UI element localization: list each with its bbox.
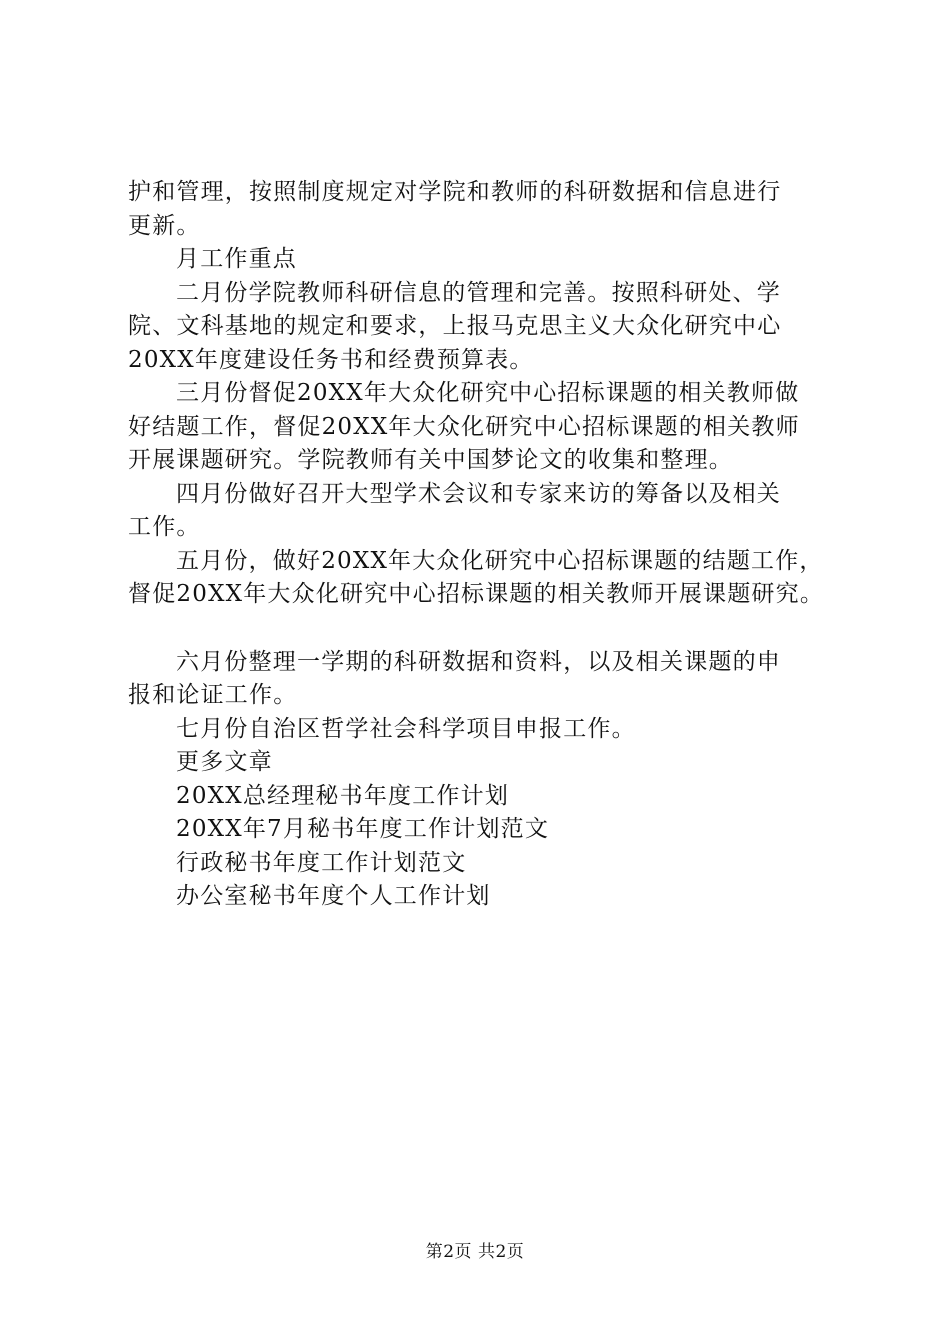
section-heading: 月工作重点 (176, 246, 297, 272)
paragraph-line: 好结题工作，督促20XX年大众化研究中心招标课题的相关教师 (128, 413, 800, 440)
paragraph-line: 三月份督促20XX年大众化研究中心招标课题的相关教师做 (176, 380, 800, 406)
more-articles-heading: 更多文章 (176, 749, 273, 775)
paragraph-line: 院、文科基地的规定和要求，上报马克思主义大众化研究中心 (128, 313, 782, 339)
document-body (128, 176, 848, 914)
paragraph-line: 七月份自治区哲学社会科学项目申报工作。 (176, 715, 636, 742)
related-article-link[interactable]: 20XX年7月秘书年度工作计划范文 (176, 816, 550, 842)
paragraph-line: 开展课题研究。学院教师有关中国梦论文的收集和整理。 (128, 447, 733, 473)
paragraph-line: 报和论证工作。 (128, 682, 298, 708)
related-article-link[interactable]: 20XX总经理秘书年度工作计划 (176, 782, 510, 809)
paragraph-line: 工作。 (128, 514, 201, 540)
blank-line (128, 612, 848, 646)
paragraph-line: 护和管理，按照制度规定对学院和教师的科研数据和信息进行 (128, 179, 782, 205)
paragraph-line: 更新。 (128, 212, 201, 239)
paragraph-line: 二月份学院教师科研信息的管理和完善。按照科研处、学 (176, 279, 781, 306)
paragraph-line: 六月份整理一学期的科研数据和资料，以及相关课题的申 (176, 648, 781, 675)
related-article-link[interactable]: 行政秘书年度工作计划范文 (176, 849, 467, 876)
paragraph-line: 五月份，做好20XX年大众化研究中心招标课题的结题工作， (176, 547, 824, 574)
paragraph-line: 20XX年度建设任务书和经费预算表。 (128, 346, 534, 373)
paragraph-line: 督促20XX年大众化研究中心招标课题的相关教师开展课题研究。 (128, 581, 825, 607)
related-article-link[interactable]: 办公室秘书年度个人工作计划 (176, 883, 491, 909)
page-number-footer: 第2页 共2页 (425, 1242, 525, 1262)
paragraph-line: 四月份做好召开大型学术会议和专家来访的筹备以及相关 (176, 480, 781, 507)
